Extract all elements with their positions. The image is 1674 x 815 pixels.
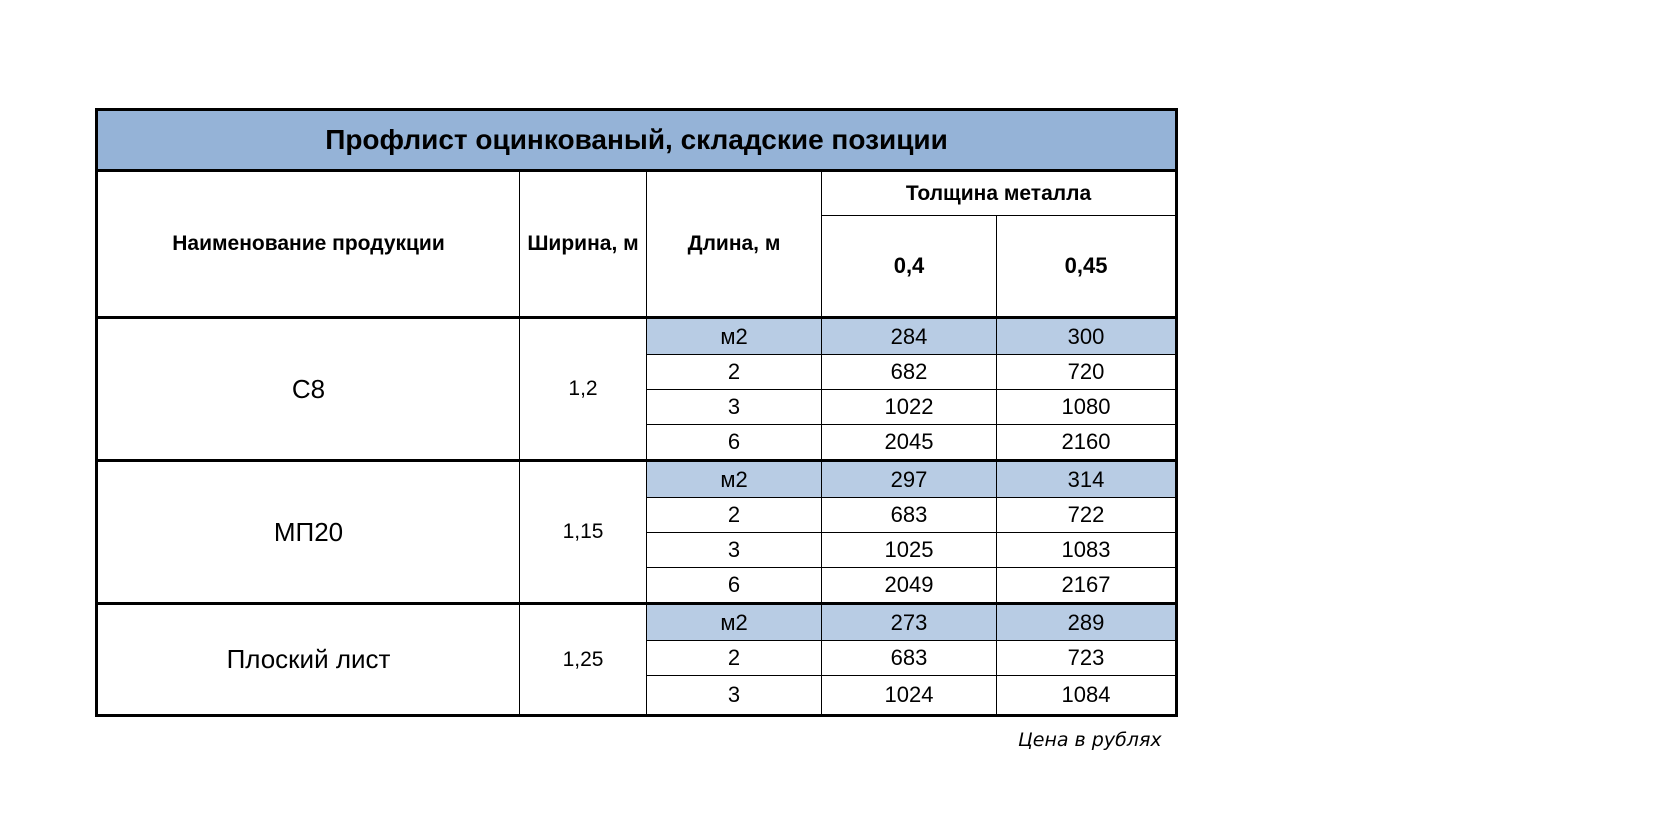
header-name: Наименование продукции [97, 171, 520, 318]
table-row [97, 461, 1177, 498]
header-thickness: Толщина металла [822, 171, 1177, 216]
price-0-4-cell: 1024 [822, 676, 997, 716]
price-0-45-cell: 1083 [997, 533, 1177, 568]
price-0-4-cell: 2045 [822, 425, 997, 461]
price-0-4-cell: 297 [822, 461, 997, 498]
price-0-4-cell: 273 [822, 604, 997, 641]
header-row-top [97, 171, 1177, 216]
product-width: 1,15 [520, 461, 647, 604]
table-row [97, 318, 1177, 355]
length-cell: 3 [647, 533, 822, 568]
price-0-4-cell: 1022 [822, 390, 997, 425]
price-0-4-cell: 1025 [822, 533, 997, 568]
product-name: С8 [97, 318, 520, 461]
price-footnote: Цена в рублях [1018, 729, 1162, 751]
price-0-4-cell: 2049 [822, 568, 997, 604]
price-0-4-cell: 683 [822, 498, 997, 533]
price-0-4-cell: 682 [822, 355, 997, 390]
length-cell: 2 [647, 641, 822, 676]
price-0-45-cell: 2167 [997, 568, 1177, 604]
length-cell: 6 [647, 425, 822, 461]
length-cell: м2 [647, 318, 822, 355]
price-0-45-cell: 722 [997, 498, 1177, 533]
length-cell: м2 [647, 604, 822, 641]
title-row [97, 110, 1177, 171]
length-cell: 2 [647, 498, 822, 533]
price-0-45-cell: 1084 [997, 676, 1177, 716]
header-thickness-04: 0,4 [822, 216, 997, 318]
table-row [97, 604, 1177, 641]
header-width: Ширина, м [520, 171, 647, 318]
header-length: Длина, м [647, 171, 822, 318]
length-cell: 3 [647, 390, 822, 425]
product-width: 1,2 [520, 318, 647, 461]
price-0-45-cell: 2160 [997, 425, 1177, 461]
product-width: 1,25 [520, 604, 647, 716]
price-table [95, 108, 1178, 717]
length-cell: 6 [647, 568, 822, 604]
price-0-4-cell: 284 [822, 318, 997, 355]
price-0-45-cell: 1080 [997, 390, 1177, 425]
price-0-45-cell: 289 [997, 604, 1177, 641]
length-cell: 2 [647, 355, 822, 390]
price-0-45-cell: 723 [997, 641, 1177, 676]
price-0-45-cell: 720 [997, 355, 1177, 390]
price-0-45-cell: 300 [997, 318, 1177, 355]
price-0-4-cell: 683 [822, 641, 997, 676]
header-thickness-045: 0,45 [997, 216, 1177, 318]
product-name: Плоский лист [97, 604, 520, 716]
length-cell: м2 [647, 461, 822, 498]
length-cell: 3 [647, 676, 822, 716]
product-name: МП20 [97, 461, 520, 604]
price-0-45-cell: 314 [997, 461, 1177, 498]
table-title: Профлист оцинкованый, складские позиции [97, 110, 1177, 171]
